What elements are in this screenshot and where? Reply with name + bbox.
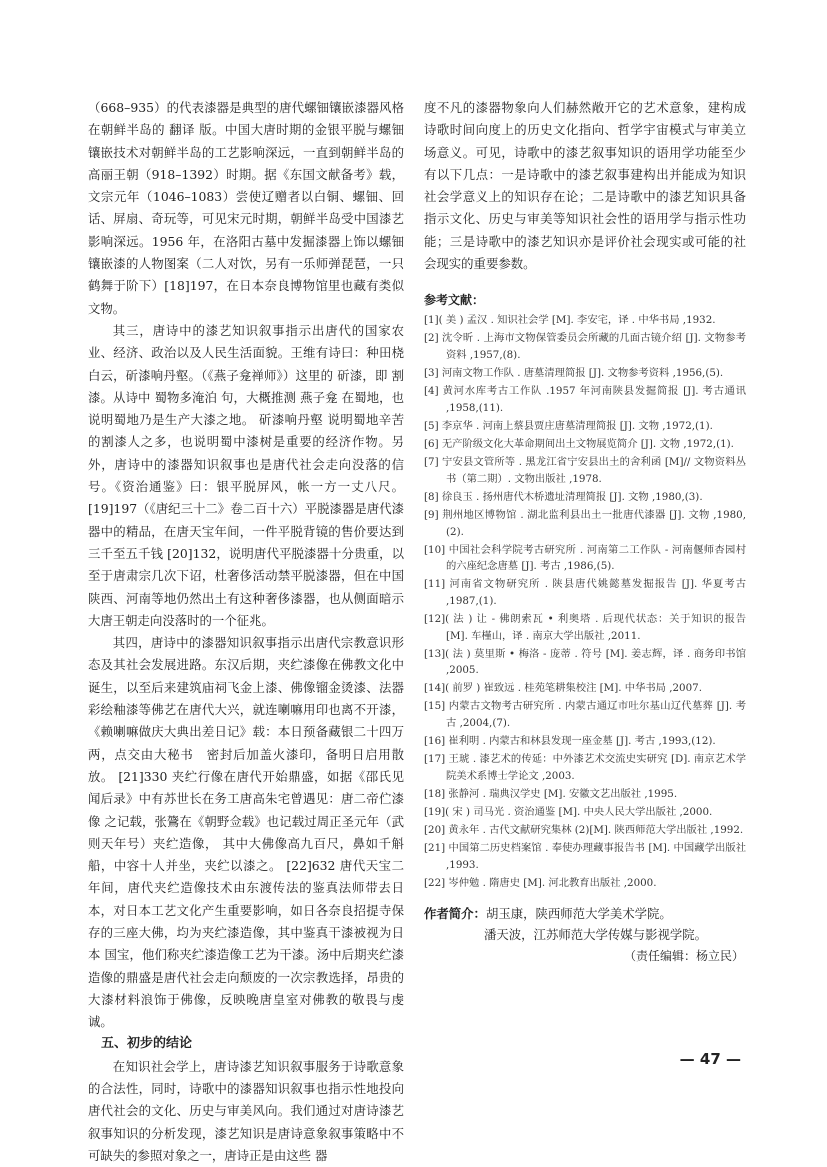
editor-credit: （责任编辑：杨立民）	[623, 949, 744, 964]
reference-item: [22] 岑仲勉 . 隋唐史 [M]. 河北教育出版社 ,2000.	[424, 876, 657, 889]
body-paragraph-1: （668–935）的代表漆器是典型的唐代螺钿镶嵌漆器风格在朝鲜半岛的 翻译 版。中国大唐时期的金银平脱与螺钿镶嵌技术对朝鲜半岛的工艺影响深远，一直到朝鲜半岛的高丽王朝（918–1392）时期。据《东国文献备考》载，文宗元年（1046–1083）尝使辽赠者以白铜、螺钿、回话、屏扇、奇玩等，可见宋元时期，朝鲜半岛受中国漆艺影响深远。1956 年，在洛阳古墓中发掘漆器上饰以螺钿镶嵌漆的人物图案（二人对饮，另有一乐师弹琵琶，一只鹤舞于阶下）[18]197，在日本奈良博物馆里也藏有类似文物。	[88, 100, 404, 316]
continuation-paragraph: 度不凡的漆器物象向人们赫然敞开它的艺术意象，建构成诗歌时间向度上的历史文化指向、哲学宇宙模式与审美立场意义。可见，诗歌中的漆艺叙事知识的语用学功能至少有以下几点：一是诗歌中的漆艺叙事建构出并能成为知识社会学意义上的知识存在论；二是诗歌中的漆艺知识具备指示文化、历史与审美等知识社会性的语用学与指示性功能；三是诗歌中的漆艺知识亦是评价社会现实或可能的社会现实的重要参数。	[424, 100, 746, 272]
reference-item: [21] 中国第二历史档案馆 . 奉使办理藏事报告书 [M]. 中国藏学出版社 ,1993.	[424, 842, 746, 871]
author-info	[424, 903, 746, 945]
right-column	[424, 97, 746, 967]
reference-item: [4] 黄河水库考古工作队 .1957 年河南陕县发掘简报 [J]. 考古通讯 ,1958,(11).	[424, 385, 746, 414]
reference-item: [11] 河南省文物研究所 . 陕县唐代姚懿墓发掘报告 [J]. 华夏考古 ,1987,(1).	[424, 578, 746, 607]
reference-item: [19]( 宋 ) 司马光 . 资治通鉴 [M]. 中央人民大学出版社 ,2000.	[424, 806, 713, 818]
body-paragraph-3: 其四，唐诗中的漆器知识叙事指示出唐代宗教意识形态及其社会发展进路。东汉后期，夹纻漆像在佛教文化中诞生，以至后来建筑庙祠飞金上漆、佛像镏金烫漆、法器彩绘釉漆等佛艺在唐代大兴，就连喇嘛用印也离不开漆，《赖喇嘛做庆大典出差日记》载：本日预备藏银二十四万两，点交由大秘书 密封后加盖火漆印，备明日启用散放。 [21]330 夹纻行像在唐代开始鼎盛，如据《邵氏见闻后录》中有苏世长在务工唐高朱宅曾遇见：唐二帝伫漆像 之记载，张鷟在《朝野佥载》也记载过周正圣元年（武则天年号）夹纻造像， 其中大佛像高九百尺，鼻如千斛船，中容十人并坐，夹纻以漆之。 [22]632 唐代天宝二年间，唐代夹纻造像技术由东渡传法的鉴真法师带去日本，对日本工艺文化产生重要影响，如日各奈良招提寺保存的三座大佛，均为夹纻漆造像，其中鉴真干漆被视为日本 国宝，他们称夹纻漆造像工艺为干漆。汤中后期夹纻漆造像的鼎盛是唐代社会走向颓废的一次宗教选择，昂贵的大漆材料浪饰于佛像，反映晚唐皇室对佛教的敬畏与虔诚。	[88, 635, 404, 1030]
author-label: 作者简介：	[424, 906, 486, 922]
reference-item: [12]( 法 ) 让 - 佛朗索瓦 • 利奥塔 . 后现代状态：关于知识的报告 [M]. 车槿山，译 . 南京大学出版社 ,2011.	[424, 612, 746, 642]
reference-item: [7] 宁安县文管所等 . 黑龙江省宁安县出土的舍利函 [M]// 文物资料丛书（第二期）. 文物出版社 ,1978.	[424, 456, 746, 485]
reference-item: [10] 中国社会科学院考古研究所 . 河南第二工作队 - 河南偃师杏园村的六座纪念唐墓 [J]. 考古 ,1986,(5).	[424, 543, 746, 573]
reference-item: [20] 黄永年 . 古代文献研究集林 (2)[M]. 陕西师范大学出版社 ,1992.	[424, 824, 744, 837]
author-line-2: 潘天波，江苏师范大学传媒与影视学院。	[484, 927, 708, 943]
reference-list	[424, 312, 746, 891]
page-number: — 47 —	[679, 1050, 741, 1068]
reference-item: [1]( 美 ) 孟汉 . 知识社会学 [M]. 李安宅，译 . 中华书局 ,1932.	[424, 314, 716, 327]
left-column	[88, 97, 404, 1167]
reference-item: [3] 河南文物工作队 . 唐墓清理简报 [J]. 文物参考资料 ,1956,(5).	[424, 367, 724, 380]
reference-item: [5] 李京华 . 河南上蔡县贾庄唐墓清理简报 [J]. 文物 ,1972,(1).	[424, 419, 713, 432]
reference-item: [16] 崔利明 . 内蒙古和林县发现一座金墓 [J]. 考古 ,1993,(12).	[424, 735, 716, 748]
reference-item: [15] 内蒙古文物考古研究所 . 内蒙古通辽市吐尔基山辽代墓葬 [J]. 考古 ,2004,(7).	[424, 700, 746, 730]
references-title: 参考文献：	[424, 293, 485, 308]
body-paragraph-2: 其三，唐诗中的漆艺知识叙事指示出唐代的国家农业、经济、政治以及人民生活面貌。王维有诗曰：种田桡白云，斫漆响丹壑。（《燕子龛禅师》）这里的 斫漆，即 割漆。从诗中 蜀物多淹泊 句，大概推测 燕子龛 在蜀地，也说明蜀地乃是生产大漆之地。 斫漆响丹壑 说明蜀地辛苦的割漆人之多，也说明蜀中漆树是重要的经济作物。另外，唐诗中的漆器知识叙事也是唐代社会走向没落的信号。《资治通鉴》曰：银平脱屏风，帐一方一丈八尺。 [19]197（《唐纪三十二》卷二百十六）平脱漆器是唐代漆器中的精品，在唐天宝年间，一件平脱背镜的售价要达到三千至五千钱 [20]132，说明唐代平脱漆器十分贵重，以至于唐肃宗几次下诏，杜奢侈活动禁平脱漆器，但在中国陕西、河南等地仍然出土有这种奢侈漆器，也从侧面暗示大唐王朝走向没落时的一个征兆。	[88, 322, 404, 628]
reference-item: [14]( 前罗 ) 崔致远 . 桂苑笔耕集校注 [M]. 中华书局 ,2007.	[424, 682, 702, 695]
reference-item: [6] 无产阶级文化大革命期间出土文物展览简介 [J]. 文物 ,1972,(1).	[424, 438, 734, 451]
reference-item: [13]( 法 ) 莫里斯 • 梅洛 - 庞蒂 . 符号 [M]. 姜志辉，译 . 商务印书馆 ,2005.	[424, 647, 746, 677]
reference-item: [17] 王琥 . 漆艺术的传延：中外漆艺术交流史实研究 [D]. 南京艺术学院美术系博士学论文 ,2003.	[424, 753, 746, 782]
reference-item: [2] 沈令昕 . 上海市文物保管委员会所藏的几面古镜介绍 [J]. 文物参考资料 ,1957,(8).	[424, 332, 746, 362]
author-line-1: 胡玉康，陕西师范大学美术学院。	[485, 906, 672, 922]
section-heading: 五、初步的结论	[101, 1036, 193, 1052]
conclusion-paragraph: 在知识社会学上，唐诗漆艺知识叙事服务于诗歌意象的合法性，同时，诗歌中的漆器知识叙事也指示性地投向唐代社会的文化、历史与审美风向。我们通过对唐诗漆艺叙事知识的分析发现，漆艺知识是唐诗意象叙事策略中不可缺失的参照对象之一，唐诗正是由这些 器	[88, 1058, 404, 1163]
reference-item: [18] 张静河 . 瑞典汉学史 [M]. 安徽文艺出版社 ,1995.	[424, 787, 678, 800]
reference-item: [8] 徐良玉 . 扬州唐代木桥遗址清理简报 [J]. 文物 ,1980,(3).	[424, 490, 703, 503]
reference-item: [9] 荆州地区博物馆 . 湖北监利县出土一批唐代漆器 [J]. 文物 ,1980,(2).	[424, 508, 746, 538]
